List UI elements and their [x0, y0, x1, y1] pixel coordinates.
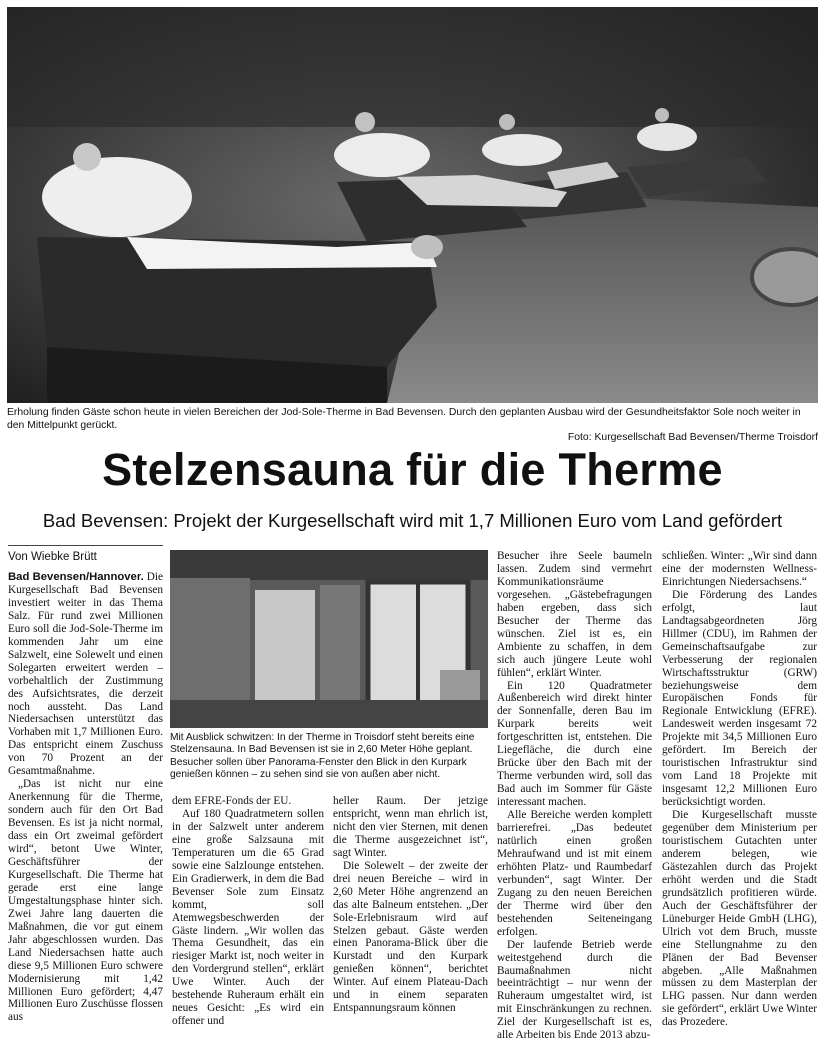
top-photo-relaxation-room — [7, 7, 818, 403]
dateline: Bad Bevensen/Hannover. — [8, 571, 144, 583]
paragraph: heller Raum. Der jetzige entspricht, wenn man ehrlich ist, nicht den vier Sternen, mit denen die Therme ausgezeichnet ist“, sagt Winter. — [333, 795, 488, 859]
paragraph: dem EFRE-Fonds der EU. — [172, 795, 292, 807]
byline: Von Wiebke Brütt — [8, 551, 97, 563]
sauna-photo — [170, 550, 488, 728]
article-column-2 — [172, 795, 324, 1028]
top-photo-caption-text: Erholung finden Gäste schon heute in vielen Bereichen der Jod-Sole-Therme in Bad Bevensen. Durch den geplanten Ausbau wird der Gesundheitsfaktor Sole noch weiter in den Mittelpunkt gerückt. — [7, 407, 801, 431]
paragraph: Die Kurgesellschaft musste gegenüber dem Ministerium per touristischem Gutachten unter anderem belegen, wie Gästezahlen durch das Projekt erhöht werden und die Stadt grundsätzlich profitieren würde. Auch der Geschäftsführer der Lüneburger Heide GmbH (LHG), Ulrich vot dem Bruch, musste eine Stellungnahme zu den Plänen der Bad Bevenser abgeben. „Alle Maßnahmen müssen zu dem Masterplan der LHG passen. Nur dann werden sie gefördert“, erklärt Uwe Winter das Prozedere. — [662, 809, 817, 1029]
paragraph: schließen. Winter: „Wir sind dann eine der modernsten Wellness-Einrichtungen Niedersachsens.“ — [662, 550, 817, 588]
photo-credit: Foto: Kurgesellschaft Bad Bevensen/Therme Troisdorf — [567, 432, 818, 444]
paragraph: Die Kurgesellschaft Bad Bevensen investiert weiter in das Thema Salz. Für rund zwei Millionen Euro soll die Jod-Sole-Therme im kommenden Jahr um eine Salzwelt, eine Solewelt und einen Solegarten erweitert werden – vorbehaltlich der Zustimmung des Aufsichtsrates, die derzeit noch aussteht. Das Land Niedersachsen unterstützt das Vorhaben mit 1,7 Millionen Euro. Das entspricht einem Zuschuss von 70 Prozent an der Gesamtmaßnahme. — [8, 571, 163, 778]
paragraph: Alle Bereiche werden komplett barrierefrei. „Das bedeutet natürlich einen großen Mehraufwand und ist mit einem erhöhten Platz- und Raumbedarf verbunden“, sagt Winter. Der Zugang zu den neuen Bereichen der Therme wird über den bestehenden Seiteneingang erfolgen. — [497, 809, 652, 938]
article-subheadline: Bad Bevensen: Projekt der Kurgesellschaft wird mit 1,7 Millionen Euro vom Land gefördert — [42, 510, 783, 531]
sauna-photo-caption: Mit Ausblick schwitzen: In der Therme in Troisdorf steht bereits eine Stelzensauna. In Bad Bevensen ist sie in 2,60 Meter Höhe geplant. Besucher sollen über Panorama-Fenster den Blick in den Kurpark genießen können – zu sehen sind sie von außen aber nicht. — [170, 732, 475, 781]
paragraph: Die Förderung des Landes erfolgt, laut Landtagsabgeordneten Jörg Hillmer (CDU), im Rahmen der Gemeinschaftsaufgabe zur Verbesserung der regionalen Wirtschaftsstruktur (GRW) beziehungsweise dem Europäischen Fonds für Regionale Entwicklung (EFRE). Landesweit werden insgesamt 72 Projekte mit 34,5 Millionen Euro gefördert. Im Bereich der touristischen Infrastruktur sind vom Land 18 Projekte mit insgesamt 12,2 Millionen Euro berücksichtigt worden. — [662, 588, 817, 809]
paragraph: Ein 120 Quadratmeter Außenbereich wird direkt hinter der Sonnenfalle, deren Bau im Kurpark bereits weit fortgeschritten ist, entstehen. Die Liegefläche, die durch eine Brücke über den Bach mit der Therme verbunden wird, soll das Bad auch im Sommer für Gäste interessant machen. — [497, 679, 652, 809]
article-column-3 — [333, 795, 488, 1015]
paragraph: Besucher ihre Seele baumeln lassen. Zudem sind vermehrt Kommunikationsräume vorgesehen. „Gästebefragungen haben ergeben, dass sich Besucher der Therme das wünschen. Ziel ist es, ein Ambiente zu schaffen, in dem sich auch jüngere Leute wohl fühlen“, erklärt Winter. — [497, 550, 652, 679]
paragraph: Die Solewelt – der zweite der drei neuen Bereiche – wird in 2,60 Meter Höhe angrenzend an das alte Balneum entstehen. „Der Sole-Erlebnisraum wird auf Stelzen gebaut. Gäste werden einen Panorama-Blick über die Kurstadt und den Kurpark genießen können“, berichtet Winter. Auf einem Plateau-Dach und in einem separaten Entspannungsraum können — [333, 859, 488, 1015]
article-column-5 — [662, 550, 817, 1029]
paragraph: Auf 180 Quadratmetern sollen in der Salzwelt unter anderem eine große Salzsauna mit Temperaturen um die 65 Grad sowie eine Salzlounge entstehen. Ein Gradierwerk, in dem die Bad Bevenser Sole zum Einsatz kommt, soll Atemwegsbeschwerden der Gäste lindern. „Wir wollen das Thema Gesundheit, das ein riesiger Markt ist, noch weiter in den Vordergrund stellen“, erklärt Uwe Winter. Auch der bestehende Ruheraum erhält ein neues Gesicht: „Es wird ein offener und — [172, 807, 324, 1028]
byline-rule — [8, 545, 163, 546]
paragraph: Der laufende Betrieb werde weitestgehend durch die Baumaßnahmen nicht beeinträchtigt – nur wenn der Ruheraum umgestaltet wird, ist mit Einschränkungen zu rechnen. Ziel der Kurgesellschaft ist es, alle Arbeiten bis Ende 2013 abzu- — [497, 938, 652, 1042]
paragraph: „Das ist nicht nur eine Anerkennung für die Therme, sondern auch für den Ort Bad Bevensen. Es ist ja nicht normal, dass ein Ort zweimal gefördert wird“, betont Uwe Winter, Geschäftsführer der Kurgesellschaft. Die Therme hat gerade erst eine lange Umgestaltungsphase hinter sich. Zwei Jahre lang dauerten die Maßnahmen, die vor gut einem Jahr abgeschlossen wurden. Das Land Niedersachsen hatte auch diese 9,5 Millionen Euro schwere Modernisierung mit 1,42 Millionen Euro gefördert; 4,47 Millionen Euro Zuschüsse flossen aus — [8, 778, 163, 1024]
top-photo-caption — [7, 407, 818, 445]
article-headline: Stelzensauna für die Therme — [102, 444, 723, 495]
article-column-4 — [497, 550, 652, 1042]
article-column-1 — [8, 571, 163, 1024]
